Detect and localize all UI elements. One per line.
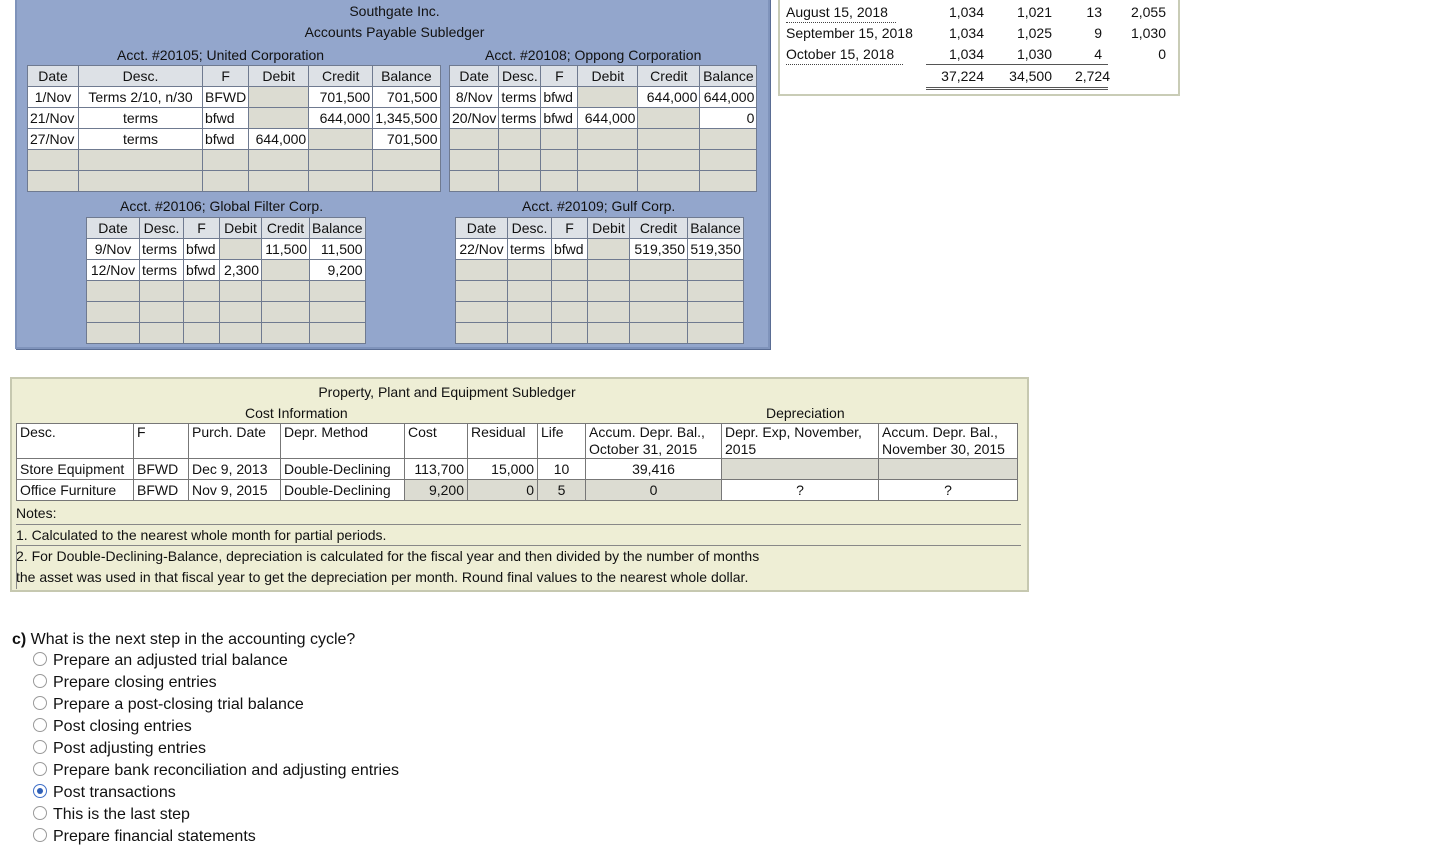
answer-option[interactable] xyxy=(33,826,256,848)
col-debit: Debit xyxy=(588,218,630,239)
schedule-value: 1,030 xyxy=(1016,46,1052,62)
cell-balance[interactable] xyxy=(310,302,366,323)
cell-balance: 11,500 xyxy=(310,239,366,260)
header-row xyxy=(456,218,744,239)
ap-subledger-panel xyxy=(15,0,770,349)
table-row xyxy=(450,150,757,171)
cell-date[interactable] xyxy=(87,323,140,344)
cell-desc: terms xyxy=(79,129,203,150)
table-row xyxy=(87,260,366,281)
schedule-value: 9 xyxy=(1094,25,1102,41)
cell-date[interactable] xyxy=(87,281,140,302)
table-row xyxy=(450,129,757,150)
radio-icon[interactable] xyxy=(33,828,47,842)
col-depr-method: Depr. Method xyxy=(281,424,405,459)
col-balance: Balance xyxy=(310,218,366,239)
cell-desc[interactable] xyxy=(79,171,203,192)
col-credit: Credit xyxy=(262,218,310,239)
cell-date[interactable] xyxy=(450,171,499,192)
depr-exp-answer: ? xyxy=(722,480,879,501)
acct-united-table xyxy=(27,65,441,192)
cell-f[interactable] xyxy=(552,281,588,302)
total-value: 2,724 xyxy=(1074,68,1110,84)
cell-f[interactable] xyxy=(552,323,588,344)
asset-residual: 15,000 xyxy=(468,459,538,480)
answer-option-label: Prepare an adjusted trial balance xyxy=(53,652,288,669)
cell-debit[interactable] xyxy=(220,281,262,302)
cell-desc: terms xyxy=(499,108,541,129)
col-f: F xyxy=(541,66,578,87)
answer-option-label: Prepare financial statements xyxy=(53,828,256,845)
answer-option-label: Prepare a post-closing trial balance xyxy=(53,696,304,713)
col-date: Date xyxy=(450,66,499,87)
cell-f[interactable] xyxy=(552,260,588,281)
cell-date[interactable] xyxy=(87,302,140,323)
acct-oppong-title: Acct. #20108; Oppong Corporation xyxy=(485,47,702,63)
cell-desc: terms xyxy=(140,239,184,260)
schedule-value: 1,034 xyxy=(948,25,984,41)
cell-debit[interactable] xyxy=(588,239,630,260)
schedule-date: October 15, 2018 xyxy=(786,44,903,65)
schedule-value: 2,055 xyxy=(1130,4,1166,20)
cell-credit[interactable] xyxy=(630,302,688,323)
asset-life-input[interactable]: 5 xyxy=(538,480,586,501)
col-debit: Debit xyxy=(220,218,262,239)
cell-f[interactable] xyxy=(203,150,249,171)
cell-date[interactable] xyxy=(456,260,508,281)
schedule-value: 4 xyxy=(1094,46,1102,62)
asset-method: Double-Declining xyxy=(281,459,405,480)
table-row xyxy=(450,87,757,108)
schedule-totals xyxy=(786,66,1176,86)
radio-icon[interactable] xyxy=(33,652,47,666)
asset-cost: 113,700 xyxy=(405,459,468,480)
cell-balance: 9,200 xyxy=(310,260,366,281)
cell-desc[interactable] xyxy=(140,281,184,302)
cell-debit: 644,000 xyxy=(578,108,638,129)
col-debit: Debit xyxy=(249,66,309,87)
cell-debit: 644,000 xyxy=(249,129,309,150)
cell-date[interactable] xyxy=(456,302,508,323)
cell-date: 9/Nov xyxy=(87,239,140,260)
radio-icon[interactable] xyxy=(33,696,47,710)
cost-info-heading: Cost Information xyxy=(245,405,348,421)
acct-gulf-table xyxy=(455,217,744,344)
cell-debit[interactable] xyxy=(588,260,630,281)
table-row xyxy=(456,260,744,281)
col-date: Date xyxy=(87,218,140,239)
answer-option-label: Prepare bank reconciliation and adjusting entries xyxy=(53,762,399,779)
schedule-value: 1,034 xyxy=(948,4,984,20)
table-row xyxy=(456,302,744,323)
col-debit: Debit xyxy=(578,66,638,87)
cell-balance[interactable] xyxy=(688,281,744,302)
cell-credit[interactable] xyxy=(630,323,688,344)
question-prompt xyxy=(12,631,355,649)
cell-debit[interactable] xyxy=(220,239,262,260)
answer-option-label: This is the last step xyxy=(53,806,190,823)
schedule-panel xyxy=(778,0,1180,96)
table-row xyxy=(28,150,441,171)
col-balance: Balance xyxy=(700,66,757,87)
cell-date: 22/Nov xyxy=(456,239,508,260)
schedule-row xyxy=(786,44,1176,64)
total-value: 34,500 xyxy=(1009,68,1052,84)
header-row xyxy=(87,218,366,239)
asset-accum-oct: 39,416 xyxy=(586,459,722,480)
answer-option[interactable] xyxy=(33,738,206,760)
radio-icon[interactable] xyxy=(33,674,47,688)
cell-debit: 2,300 xyxy=(220,260,262,281)
col-desc: Desc. xyxy=(499,66,541,87)
cell-f[interactable] xyxy=(184,281,220,302)
cell-credit[interactable] xyxy=(630,281,688,302)
question-text: What is the next step in the accounting cycle? xyxy=(26,631,356,648)
cell-desc: terms xyxy=(499,87,541,108)
table-row xyxy=(450,171,757,192)
col-depr-exp-line2: 2015 xyxy=(725,441,757,457)
cell-date[interactable] xyxy=(450,150,499,171)
cell-f[interactable] xyxy=(184,302,220,323)
cell-balance: 0 xyxy=(700,108,757,129)
cell-desc: terms xyxy=(140,260,184,281)
radio-icon[interactable] xyxy=(33,762,47,776)
note-2: 2. For Double-Declining-Balance, depreciation is calculated for the fiscal year and then divided by the number of months xyxy=(16,548,760,564)
col-credit: Credit xyxy=(638,66,700,87)
depreciation-heading: Depreciation xyxy=(766,405,845,421)
cell-credit[interactable] xyxy=(262,260,310,281)
cell-credit[interactable] xyxy=(638,108,700,129)
cell-desc[interactable] xyxy=(508,281,552,302)
cell-date: 8/Nov xyxy=(450,87,499,108)
schedule-date: September 15, 2018 xyxy=(786,25,913,41)
table-row xyxy=(456,281,744,302)
cell-debit[interactable] xyxy=(578,129,638,150)
cell-debit[interactable] xyxy=(249,108,309,129)
cell-balance[interactable] xyxy=(700,171,757,192)
question-label: c) xyxy=(12,631,27,648)
answer-option[interactable] xyxy=(33,760,399,782)
col-depr-exp-line1: Depr. Exp, November, xyxy=(725,424,862,440)
cell-balance: 701,500 xyxy=(373,87,440,108)
cell-desc[interactable] xyxy=(79,150,203,171)
cell-credit: 519,350 xyxy=(630,239,688,260)
asset-purch-date: Dec 9, 2013 xyxy=(189,459,281,480)
cell-date[interactable] xyxy=(456,281,508,302)
accum-nov-input[interactable] xyxy=(879,459,1018,480)
cell-date[interactable] xyxy=(456,323,508,344)
ppe-header-row xyxy=(17,424,1018,459)
asset-accum-oct-input[interactable]: 0 xyxy=(586,480,722,501)
schedule-value: 1,025 xyxy=(1016,25,1052,41)
cell-credit[interactable] xyxy=(638,171,700,192)
schedule-value: 1,034 xyxy=(948,46,984,62)
note-3: the asset was used in that fiscal year to get the depreciation per month. Round final values to the nearest whole dollar. xyxy=(16,569,749,585)
cell-date[interactable] xyxy=(28,150,79,171)
cell-f: BFWD xyxy=(203,87,249,108)
cell-credit[interactable] xyxy=(630,260,688,281)
cell-balance: 1,345,500 xyxy=(373,108,440,129)
table-row xyxy=(456,239,744,260)
cell-debit[interactable] xyxy=(588,323,630,344)
table-row xyxy=(87,302,366,323)
cell-balance[interactable] xyxy=(700,129,757,150)
cell-date: 27/Nov xyxy=(28,129,79,150)
cell-credit: 644,000 xyxy=(638,87,700,108)
asset-f: BFWD xyxy=(134,480,189,501)
cell-desc[interactable] xyxy=(499,129,541,150)
notes-label: Notes: xyxy=(16,505,57,521)
col-f: F xyxy=(134,424,189,459)
cell-debit[interactable] xyxy=(588,302,630,323)
cell-balance[interactable] xyxy=(688,323,744,344)
col-f: F xyxy=(184,218,220,239)
cell-date: 12/Nov xyxy=(87,260,140,281)
table-row xyxy=(87,239,366,260)
acct-united-title: Acct. #20105; United Corporation xyxy=(117,47,325,63)
cell-f: bfwd xyxy=(203,129,249,150)
cell-f[interactable] xyxy=(541,171,578,192)
asset-cost-input[interactable]: 9,200 xyxy=(405,480,468,501)
cell-balance[interactable] xyxy=(688,260,744,281)
cell-f: bfwd xyxy=(184,260,220,281)
col-balance: Balance xyxy=(688,218,744,239)
note-1: 1. Calculated to the nearest whole month for partial periods. xyxy=(16,527,387,543)
cell-debit[interactable] xyxy=(249,87,309,108)
cell-balance[interactable] xyxy=(373,150,440,171)
cell-debit[interactable] xyxy=(249,171,309,192)
col-desc: Desc. xyxy=(17,424,134,459)
asset-life: 10 xyxy=(538,459,586,480)
answer-option[interactable] xyxy=(33,782,176,804)
cell-date: 1/Nov xyxy=(28,87,79,108)
schedule-row xyxy=(786,23,1176,43)
cell-balance[interactable] xyxy=(310,323,366,344)
cell-desc[interactable] xyxy=(499,171,541,192)
ppe-row xyxy=(17,459,1018,480)
cell-debit[interactable] xyxy=(249,150,309,171)
acct-global-table xyxy=(86,217,366,344)
cell-credit[interactable] xyxy=(262,302,310,323)
cell-f: bfwd xyxy=(541,108,578,129)
cell-balance: 644,000 xyxy=(700,87,757,108)
accum-nov-answer: ? xyxy=(879,480,1018,501)
answer-option-label: Post adjusting entries xyxy=(53,740,206,757)
col-desc: Desc. xyxy=(140,218,184,239)
cell-desc[interactable] xyxy=(508,260,552,281)
cell-f[interactable] xyxy=(541,150,578,171)
col-accum-oct-line2: October 31, 2015 xyxy=(589,441,698,457)
cell-credit: 644,000 xyxy=(309,108,373,129)
cell-f: bfwd xyxy=(203,108,249,129)
cell-desc[interactable] xyxy=(140,302,184,323)
answer-option[interactable] xyxy=(33,694,304,716)
totals-rule xyxy=(926,64,1108,65)
cell-f: bfwd xyxy=(541,87,578,108)
answer-option-label: Post transactions xyxy=(53,784,176,801)
col-accum-oct xyxy=(586,424,722,459)
schedule-value: 13 xyxy=(1086,4,1102,20)
table-row xyxy=(28,129,441,150)
cell-date: 21/Nov xyxy=(28,108,79,129)
col-desc: Desc. xyxy=(79,66,203,87)
answer-option-label: Prepare closing entries xyxy=(53,674,217,691)
cell-credit[interactable] xyxy=(262,323,310,344)
acct-global-title: Acct. #20106; Global Filter Corp. xyxy=(120,198,324,214)
double-rule xyxy=(926,87,1108,90)
schedule-value: 1,030 xyxy=(1130,25,1166,41)
cell-credit[interactable] xyxy=(638,150,700,171)
cell-f[interactable] xyxy=(552,302,588,323)
cell-credit: 11,500 xyxy=(262,239,310,260)
cell-desc: terms xyxy=(79,108,203,129)
col-credit: Credit xyxy=(309,66,373,87)
cell-credit: 701,500 xyxy=(309,87,373,108)
ppe-table xyxy=(16,423,1018,501)
schedule-row xyxy=(786,2,1176,22)
col-f: F xyxy=(552,218,588,239)
ppe-title: Property, Plant and Equipment Subledger xyxy=(318,384,576,400)
col-accum-nov-line2: November 30, 2015 xyxy=(882,441,1005,457)
radio-icon[interactable] xyxy=(33,806,47,820)
table-row xyxy=(28,171,441,192)
answer-option[interactable] xyxy=(33,650,288,672)
col-date: Date xyxy=(456,218,508,239)
cell-debit[interactable] xyxy=(588,281,630,302)
ppe-subledger-panel xyxy=(10,377,1029,592)
schedule-date: August 15, 2018 xyxy=(786,2,896,23)
col-date: Date xyxy=(28,66,79,87)
table-row xyxy=(87,281,366,302)
cell-debit[interactable] xyxy=(220,302,262,323)
col-desc: Desc. xyxy=(508,218,552,239)
answer-option[interactable] xyxy=(33,716,192,738)
col-accum-oct-line1: Accum. Depr. Bal., xyxy=(589,424,705,440)
col-residual: Residual xyxy=(468,424,538,459)
acct-oppong-table xyxy=(449,65,757,192)
asset-desc: Office Furniture xyxy=(17,480,134,501)
cell-balance: 519,350 xyxy=(688,239,744,260)
schedule-value: 1,021 xyxy=(1016,4,1052,20)
table-row xyxy=(456,323,744,344)
cell-balance: 701,500 xyxy=(373,129,440,150)
cell-credit[interactable] xyxy=(309,150,373,171)
asset-method: Double-Declining xyxy=(281,480,405,501)
cell-debit[interactable] xyxy=(578,87,638,108)
radio-icon[interactable] xyxy=(33,718,47,732)
table-row xyxy=(450,108,757,129)
col-depr-exp xyxy=(722,424,879,459)
cell-credit[interactable] xyxy=(309,171,373,192)
col-f: F xyxy=(203,66,249,87)
answer-option-label: Post closing entries xyxy=(53,718,192,735)
cell-credit[interactable] xyxy=(309,129,373,150)
answer-option[interactable] xyxy=(33,804,190,826)
cell-desc[interactable] xyxy=(499,150,541,171)
col-accum-nov xyxy=(879,424,1018,459)
acct-gulf-title: Acct. #20109; Gulf Corp. xyxy=(522,198,676,214)
schedule-value: 0 xyxy=(1158,46,1166,62)
cell-desc: Terms 2/10, n/30 xyxy=(79,87,203,108)
cell-f[interactable] xyxy=(184,323,220,344)
col-purch-date: Purch. Date xyxy=(189,424,281,459)
cell-debit[interactable] xyxy=(578,171,638,192)
col-accum-nov-line1: Accum. Depr. Bal., xyxy=(882,424,998,440)
cell-date[interactable] xyxy=(450,129,499,150)
ap-subledger-title: Accounts Payable Subledger xyxy=(304,24,485,40)
cell-desc[interactable] xyxy=(508,302,552,323)
cell-debit[interactable] xyxy=(220,323,262,344)
cell-balance[interactable] xyxy=(373,171,440,192)
radio-selected-icon[interactable] xyxy=(33,784,47,798)
cell-credit[interactable] xyxy=(262,281,310,302)
cell-date[interactable] xyxy=(28,171,79,192)
col-life: Life xyxy=(538,424,586,459)
total-value: 37,224 xyxy=(941,68,984,84)
asset-f: BFWD xyxy=(134,459,189,480)
ppe-row xyxy=(17,480,1018,501)
cell-balance[interactable] xyxy=(688,302,744,323)
cell-date: 20/Nov xyxy=(450,108,499,129)
radio-icon[interactable] xyxy=(33,740,47,754)
cell-f: bfwd xyxy=(552,239,588,260)
answer-option[interactable] xyxy=(33,672,217,694)
cell-desc: terms xyxy=(508,239,552,260)
cell-credit[interactable] xyxy=(638,129,700,150)
cell-debit[interactable] xyxy=(578,150,638,171)
cell-balance[interactable] xyxy=(310,281,366,302)
col-balance: Balance xyxy=(373,66,440,87)
cell-f[interactable] xyxy=(541,129,578,150)
table-row xyxy=(87,323,366,344)
table-row xyxy=(28,87,441,108)
cell-f[interactable] xyxy=(203,171,249,192)
cell-desc[interactable] xyxy=(140,323,184,344)
asset-purch-date: Nov 9, 2015 xyxy=(189,480,281,501)
asset-desc: Store Equipment xyxy=(17,459,134,480)
company-name: Southgate Inc. xyxy=(349,3,440,19)
header-row xyxy=(450,66,757,87)
cell-balance[interactable] xyxy=(700,150,757,171)
depr-exp-input[interactable] xyxy=(722,459,879,480)
note-left-rule xyxy=(16,545,17,589)
cell-f: bfwd xyxy=(184,239,220,260)
header-row xyxy=(28,66,441,87)
note-divider xyxy=(16,545,1021,546)
table-row xyxy=(28,108,441,129)
cell-desc[interactable] xyxy=(508,323,552,344)
note-divider xyxy=(16,524,1021,525)
col-cost: Cost xyxy=(405,424,468,459)
col-credit: Credit xyxy=(630,218,688,239)
asset-residual-input[interactable]: 0 xyxy=(468,480,538,501)
